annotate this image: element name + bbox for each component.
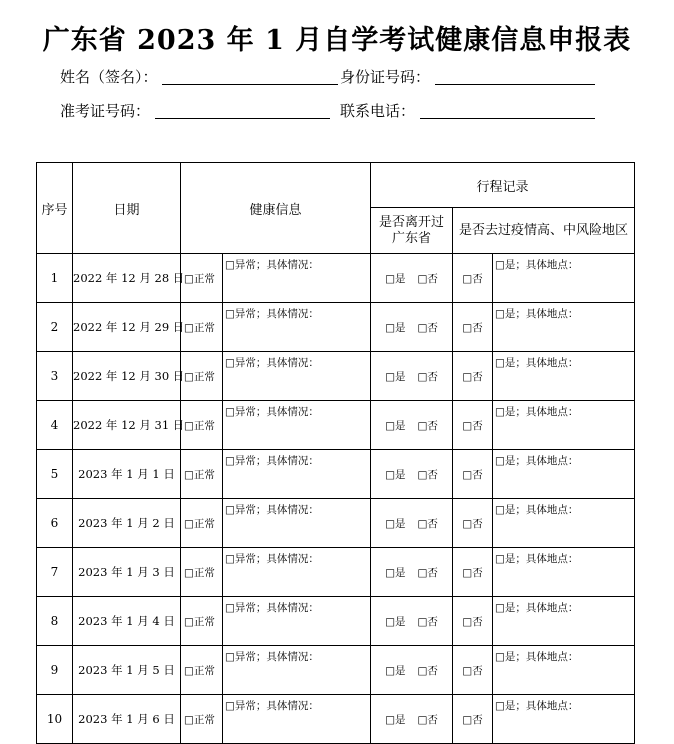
table-row bbox=[37, 352, 635, 401]
checkbox-left-no[interactable]: □否 bbox=[417, 321, 438, 334]
checkbox-normal[interactable]: □正常 bbox=[181, 401, 223, 450]
id-number-field[interactable] bbox=[435, 66, 595, 85]
checkbox-left-no[interactable]: □否 bbox=[417, 517, 438, 530]
checkbox-left-no[interactable]: □否 bbox=[417, 664, 438, 677]
checkbox-risk-no[interactable]: □否 bbox=[453, 646, 493, 695]
checkbox-left-no[interactable]: □否 bbox=[417, 615, 438, 628]
checkbox-abnormal[interactable]: □异常；具体情况： bbox=[223, 303, 371, 352]
checkbox-normal[interactable]: □正常 bbox=[181, 548, 223, 597]
left-province-cell bbox=[371, 401, 453, 450]
health-declaration-table bbox=[36, 162, 635, 744]
checkbox-risk-yes[interactable]: □是；具体地点： bbox=[493, 450, 635, 499]
checkbox-left-no[interactable]: □否 bbox=[417, 566, 438, 579]
left-province-cell bbox=[371, 303, 453, 352]
name-field[interactable] bbox=[162, 66, 338, 85]
left-province-cell bbox=[371, 548, 453, 597]
header-health: 健康信息 bbox=[181, 163, 371, 254]
checkbox-risk-yes[interactable]: □是；具体地点： bbox=[493, 303, 635, 352]
row-seq: 10 bbox=[37, 695, 73, 744]
left-province-cell bbox=[371, 450, 453, 499]
header-date: 日期 bbox=[73, 163, 181, 254]
checkbox-abnormal[interactable]: □异常；具体情况： bbox=[223, 254, 371, 303]
row-seq: 8 bbox=[37, 597, 73, 646]
checkbox-normal[interactable]: □正常 bbox=[181, 646, 223, 695]
checkbox-risk-yes[interactable]: □是；具体地点： bbox=[493, 646, 635, 695]
row-date: 2023 年 1 月 6 日 bbox=[73, 695, 181, 744]
checkbox-risk-no[interactable]: □否 bbox=[453, 597, 493, 646]
phone-label: 联系电话： bbox=[340, 102, 416, 120]
row-date: 2022 年 12 月 29 日 bbox=[73, 303, 181, 352]
checkbox-normal[interactable]: □正常 bbox=[181, 352, 223, 401]
checkbox-abnormal[interactable]: □异常；具体情况： bbox=[223, 646, 371, 695]
row-date: 2022 年 12 月 28 日 bbox=[73, 254, 181, 303]
table-row bbox=[37, 597, 635, 646]
table-row bbox=[37, 401, 635, 450]
left-province-cell bbox=[371, 499, 453, 548]
checkbox-left-yes[interactable]: □是 bbox=[385, 419, 406, 432]
checkbox-normal[interactable]: □正常 bbox=[181, 499, 223, 548]
checkbox-risk-no[interactable]: □否 bbox=[453, 352, 493, 401]
row-date: 2022 年 12 月 31 日 bbox=[73, 401, 181, 450]
row-date: 2023 年 1 月 2 日 bbox=[73, 499, 181, 548]
checkbox-risk-no[interactable]: □否 bbox=[453, 499, 493, 548]
checkbox-normal[interactable]: □正常 bbox=[181, 695, 223, 744]
row-seq: 1 bbox=[37, 254, 73, 303]
table-row bbox=[37, 646, 635, 695]
checkbox-left-yes[interactable]: □是 bbox=[385, 615, 406, 628]
checkbox-normal[interactable]: □正常 bbox=[181, 597, 223, 646]
checkbox-normal[interactable]: □正常 bbox=[181, 450, 223, 499]
checkbox-abnormal[interactable]: □异常；具体情况： bbox=[223, 401, 371, 450]
id-label: 身份证号码： bbox=[340, 68, 431, 86]
checkbox-left-no[interactable]: □否 bbox=[417, 370, 438, 383]
checkbox-risk-yes[interactable]: □是；具体地点： bbox=[493, 695, 635, 744]
table-row bbox=[37, 499, 635, 548]
left-province-cell bbox=[371, 695, 453, 744]
table-row bbox=[37, 450, 635, 499]
checkbox-left-no[interactable]: □否 bbox=[417, 419, 438, 432]
checkbox-risk-yes[interactable]: □是；具体地点： bbox=[493, 548, 635, 597]
checkbox-risk-yes[interactable]: □是；具体地点： bbox=[493, 254, 635, 303]
checkbox-abnormal[interactable]: □异常；具体情况： bbox=[223, 548, 371, 597]
table-row bbox=[37, 695, 635, 744]
table-row bbox=[37, 254, 635, 303]
checkbox-risk-no[interactable]: □否 bbox=[453, 303, 493, 352]
row-seq: 4 bbox=[37, 401, 73, 450]
row-seq: 7 bbox=[37, 548, 73, 597]
checkbox-left-yes[interactable]: □是 bbox=[385, 272, 406, 285]
row-date: 2022 年 12 月 30 日 bbox=[73, 352, 181, 401]
exam-number-label: 准考证号码： bbox=[60, 102, 151, 120]
checkbox-abnormal[interactable]: □异常；具体情况： bbox=[223, 450, 371, 499]
checkbox-risk-yes[interactable]: □是；具体地点： bbox=[493, 499, 635, 548]
exam-number-field[interactable] bbox=[155, 100, 330, 119]
checkbox-normal[interactable]: □正常 bbox=[181, 303, 223, 352]
checkbox-left-yes[interactable]: □是 bbox=[385, 713, 406, 726]
checkbox-risk-no[interactable]: □否 bbox=[453, 254, 493, 303]
checkbox-abnormal[interactable]: □异常；具体情况： bbox=[223, 695, 371, 744]
checkbox-abnormal[interactable]: □异常；具体情况： bbox=[223, 499, 371, 548]
row-date: 2023 年 1 月 4 日 bbox=[73, 597, 181, 646]
header-travel: 行程记录 bbox=[371, 163, 635, 208]
checkbox-risk-yes[interactable]: □是；具体地点： bbox=[493, 401, 635, 450]
checkbox-abnormal[interactable]: □异常；具体情况： bbox=[223, 352, 371, 401]
header-left-province bbox=[371, 208, 453, 254]
left-province-cell bbox=[371, 352, 453, 401]
left-province-cell bbox=[371, 254, 453, 303]
phone-field[interactable] bbox=[420, 100, 595, 119]
row-date: 2023 年 1 月 3 日 bbox=[73, 548, 181, 597]
checkbox-left-no[interactable]: □否 bbox=[417, 272, 438, 285]
checkbox-abnormal[interactable]: □异常；具体情况： bbox=[223, 597, 371, 646]
row-seq: 2 bbox=[37, 303, 73, 352]
row-date: 2023 年 1 月 5 日 bbox=[73, 646, 181, 695]
header-risk-area: 是否去过疫情高、中风险地区 bbox=[453, 208, 635, 254]
checkbox-risk-no[interactable]: □否 bbox=[453, 695, 493, 744]
checkbox-left-yes[interactable]: □是 bbox=[385, 566, 406, 579]
row-seq: 3 bbox=[37, 352, 73, 401]
checkbox-left-no[interactable]: □否 bbox=[417, 468, 438, 481]
checkbox-risk-no[interactable]: □否 bbox=[453, 401, 493, 450]
checkbox-left-yes[interactable]: □是 bbox=[385, 370, 406, 383]
row-seq: 6 bbox=[37, 499, 73, 548]
checkbox-risk-yes[interactable]: □是；具体地点： bbox=[493, 352, 635, 401]
checkbox-left-no[interactable]: □否 bbox=[417, 713, 438, 726]
left-province-cell bbox=[371, 646, 453, 695]
row-date: 2023 年 1 月 1 日 bbox=[73, 450, 181, 499]
checkbox-risk-no[interactable]: □否 bbox=[453, 548, 493, 597]
page-title: 广东省 2023 年 1 月自学考试健康信息申报表 bbox=[42, 25, 632, 56]
checkbox-risk-no[interactable]: □否 bbox=[453, 450, 493, 499]
header-left-province-text: 是否离开过广东省 bbox=[379, 214, 445, 246]
header-seq: 序号 bbox=[37, 163, 73, 254]
row-seq: 9 bbox=[37, 646, 73, 695]
row-seq: 5 bbox=[37, 450, 73, 499]
table-row bbox=[37, 303, 635, 352]
checkbox-risk-yes[interactable]: □是；具体地点： bbox=[493, 597, 635, 646]
checkbox-left-yes[interactable]: □是 bbox=[385, 468, 406, 481]
left-province-cell bbox=[371, 597, 453, 646]
table-row bbox=[37, 548, 635, 597]
checkbox-normal[interactable]: □正常 bbox=[181, 254, 223, 303]
checkbox-left-yes[interactable]: □是 bbox=[385, 321, 406, 334]
checkbox-left-yes[interactable]: □是 bbox=[385, 664, 406, 677]
name-label: 姓名（签名）： bbox=[60, 68, 158, 86]
checkbox-left-yes[interactable]: □是 bbox=[385, 517, 406, 530]
